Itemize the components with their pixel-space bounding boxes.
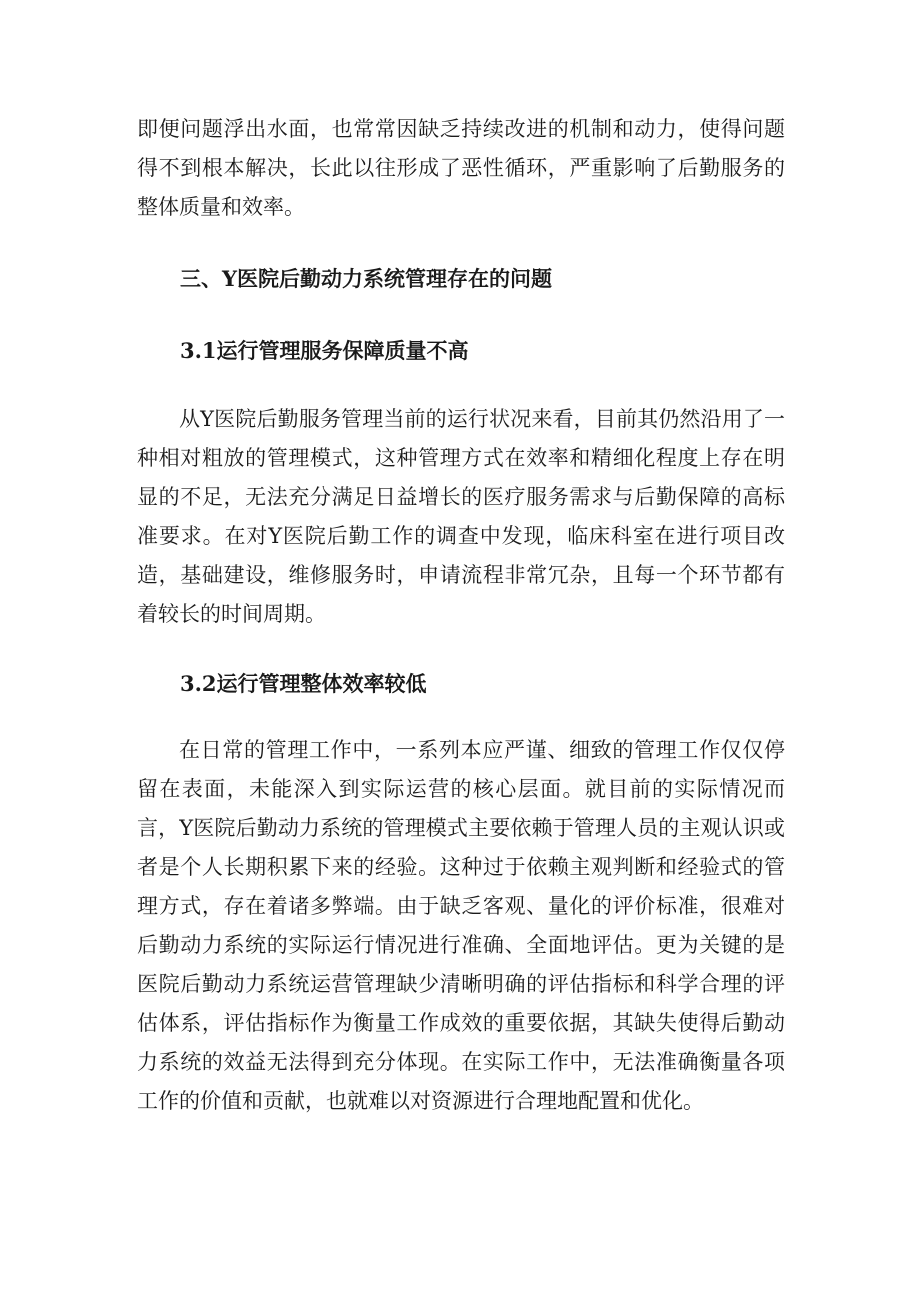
section-heading: 三、Y医院后勤动力系统管理存在的问题 bbox=[180, 266, 552, 291]
continuation-paragraph: 即便问题浮出水面，也常常因缺乏持续改进的机制和动力，使得问题得不到根本解决，长此以往形成了恶性循环，严重影响了后勤服务的整体质量和效率。 bbox=[137, 117, 785, 219]
subsection-heading-3-2: 3.2运行管理整体效率较低 bbox=[180, 671, 427, 696]
subsection-3-2-paragraph: 在日常的管理工作中，一系列本应严谨、细致的管理工作仅仅停留在表面，未能深入到实际运营的核心层面。就目前的实际情况而言，Y医院后勤动力系统的管理模式主要依赖于管理人员的主观认识或者是个人长期积累下来的经验。这种过于依赖主观判断和经验式的管理方式，存在着诸多弊端。由于缺乏客观、量化的评价标准，很难对后勤动力系统的实际运行情况进行准确、全面地评估。更为关键的是医院后勤动力系统运营管理缺少清晰明确的评估指标和科学合理的评估体系，评估指标作为衡量工作成效的重要依据，其缺失使得后勤动力系统的效益无法得到充分体现。在实际工作中，无法准确衡量各项工作的价值和贡献，也就难以对资源进行合理地配置和优化。 bbox=[137, 738, 785, 1113]
subsection-heading-3-1: 3.1运行管理服务保障质量不高 bbox=[180, 338, 469, 363]
subsection-3-1-paragraph: 从Y医院后勤服务管理当前的运行状况来看，目前其仍然沿用了一种相对粗放的管理模式，这种管理方式在效率和精细化程度上存在明显的不足，无法充分满足日益增长的医疗服务需求与后勤保障的高标准要求。在对Y医院后勤工作的调查中发现，临床科室在进行项目改造，基础建设，维修服务时，申请流程非常冗杂，且每一个环节都有着较长的时间周期。 bbox=[137, 407, 785, 626]
